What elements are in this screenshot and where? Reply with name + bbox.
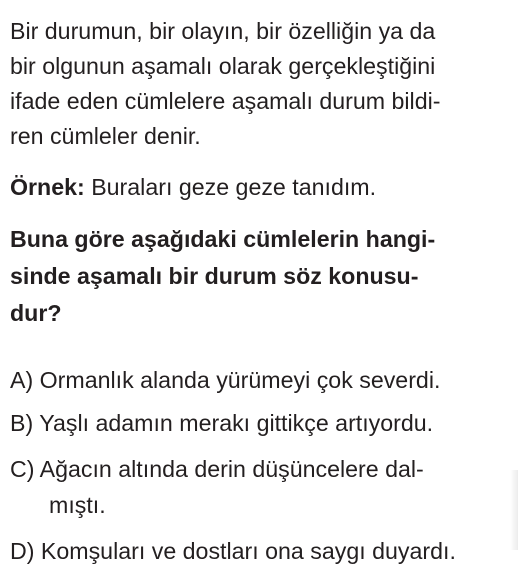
option-a-text: Ormanlık alanda yürümeyi çok severdi.	[33, 367, 441, 393]
option-b[interactable]	[10, 408, 433, 438]
option-b-text: Yaşlı adamın merakı gittikçe artıyordu.	[33, 410, 434, 436]
option-a-letter: A)	[10, 367, 34, 393]
example-line	[10, 172, 376, 202]
example-text: Buraları geze geze tanıdım.	[84, 174, 377, 200]
question-line-2: sinde aşamalı bir durum söz konusu-	[10, 263, 419, 289]
option-d-text: Komşuları ve dostları ona saygı duyardı.	[34, 538, 456, 564]
intro-line-2: bir olgunun aşamalı olarak gerçekleştiğini	[10, 53, 436, 79]
option-a[interactable]	[10, 365, 440, 395]
page-edge-shadow	[510, 470, 518, 550]
question-line-1: Buna göre aşağıdaki cümlelerin hangi-	[10, 226, 436, 252]
example-label: Örnek:	[10, 174, 85, 200]
question-card	[10, 0, 514, 574]
option-c[interactable]	[10, 454, 424, 484]
option-c-text: Ağacın altında derin düşüncelere dal-	[34, 456, 424, 482]
intro-line-1: Bir durumun, bir olayın, bir özelliğin ya da	[10, 18, 436, 44]
option-c-letter: C)	[10, 456, 35, 482]
option-b-letter: B)	[10, 410, 34, 436]
option-d[interactable]	[10, 536, 456, 566]
intro-line-3: ifade eden cümlelere aşamalı durum bildi-	[10, 88, 441, 114]
intro-line-4: ren cümleler denir.	[10, 123, 201, 149]
option-d-letter: D)	[10, 538, 35, 564]
option-c-continuation: mıştı.	[49, 492, 106, 518]
question-line-3: dur?	[10, 300, 62, 326]
